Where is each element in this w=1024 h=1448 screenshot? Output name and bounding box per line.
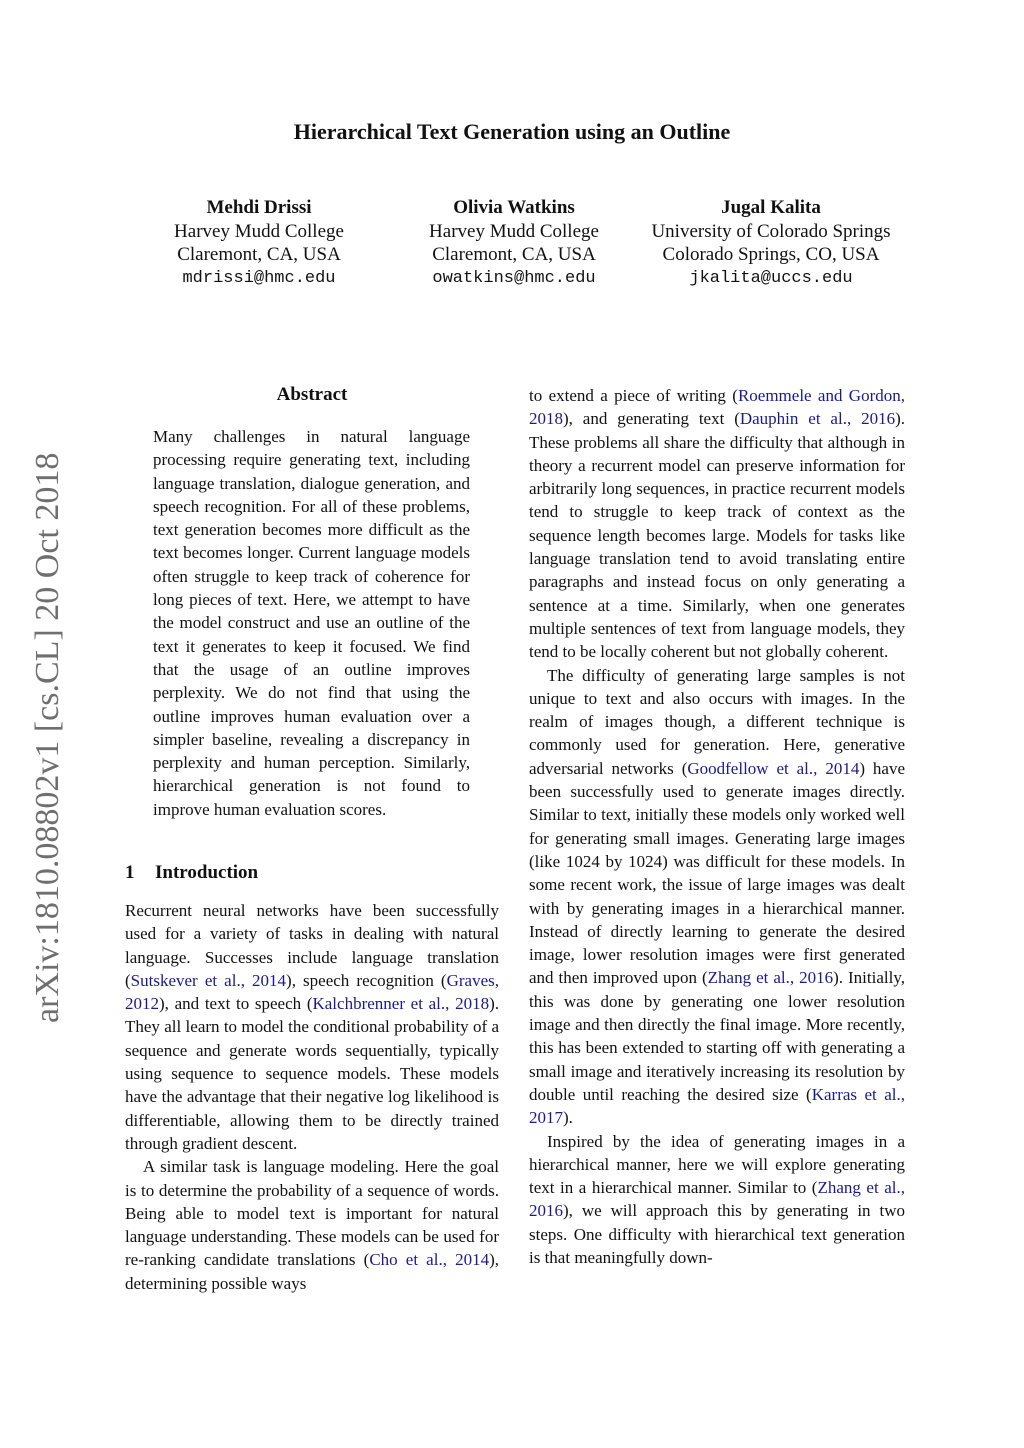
section-number: 1 [125,862,135,883]
author-affiliation: Harvey Mudd College [429,220,599,242]
abstract-text: Many challenges in natural language processing require generating text, including language translation, dialogue generation, and speech recognition. For all of these problems, text generation becomes more difficult as the text becomes longer. Current language models often struggle to keep track of coherence for long pieces of text. Here, we attempt to have the model construct and use an outline of the text it generates to keep it focused. We find that the usage of an outline improves perplexity. We do not find that using the outline improves human evaluation over a simpler baseline, revealing a discrepancy in perplexity and human perception. Similarly, hierarchical generation is not found to improve human evaluation scores. [153,427,470,819]
author-email[interactable]: owatkins@hmc.edu [432,268,596,288]
paragraph: Inspired by the idea of generating images in a hierarchical manner, here we will explore generating text in a hierarchical manner. Similar to (Zhang et al., 2016), we will approach this by generating in two steps. One difficulty with hierarchical text generation is that meaningfully down- [529,1131,905,1267]
arxiv-identifier: arXiv:1810.08802v1 [cs.CL] 20 Oct 2018 [29,452,66,1023]
paragraph: A similar task is language modeling. Here the goal is to determine the probability of a sequence of words. Being able to model text is important for natural language understanding. These models can be used for re-ranking candidate translations (Cho et al., 2014), determining possible ways [125,1157,499,1293]
citation-link[interactable]: Dauphin et al., 2016 [739,409,896,429]
paper-title: Hierarchical Text Generation using an Outline [293,119,731,144]
author-email[interactable]: jkalita@uccs.edu [689,268,853,288]
citation-link[interactable]: Zhang et al., 2016 [529,1178,905,1221]
section-title: Introduction [155,862,259,883]
abstract-heading: Abstract [276,384,348,405]
citation-link[interactable]: Zhang et al., 2016 [707,968,834,988]
citation-link[interactable]: Cho et al., 2014 [369,1250,490,1270]
section-heading [125,861,258,885]
author-location: Claremont, CA, USA [432,244,596,265]
left-column [125,899,499,1295]
citation-link[interactable]: Roemmele and Gordon, 2018 [529,386,905,429]
citation-link[interactable]: Sutskever et al., 2014 [130,970,287,990]
author-name: Mehdi Drissi [206,197,312,218]
author-affiliation: Harvey Mudd College [174,220,344,242]
author-affiliation: University of Colorado Springs [651,220,891,242]
author-name: Olivia Watkins [453,197,575,218]
author-block [630,196,912,290]
author-block [152,196,366,290]
author-location: Claremont, CA, USA [177,244,341,265]
paragraph: Recurrent neural networks have been successfully used for a variety of tasks in dealing with natural language. Successes include language translation (Sutskever et al., 2014), speech recognition (Graves, 2012), and text to speech (Kalchbrenner et al., 2018). They all learn to model the conditional probability of a sequence and generate words sequentially, typically using sequence to sequence models. These models have the advantage that their negative log likelihood is differentiable, allowing them to be directly trained through gradient descent. [125,901,499,1153]
paragraph: The difficulty of generating large samples is not unique to text and also occurs with images. In the realm of images though, a different technique is commonly used for generation. Here, generative adversarial networks (Goodfellow et al., 2014) have been successfully used to generate images directly. Similar to text, initially these models only worked well for generating small images. Generating large images (like 1024 by 1024) was difficult for these models. In some recent work, the issue of large images was dealt with by generating images in a hierarchical manner. Instead of directly learning to generate the desired image, lower resolution images were first generated and then improved upon (Zhang et al., 2016). Initially, this was done by generating one lower resolution image and then directly the final image. More recently, this has been extended to starting off with generating a small image and iteratively increasing its resolution by double until reaching the desired size (Karras et al., 2017). [529,665,905,1128]
right-column [529,384,905,1269]
author-email[interactable]: mdrissi@hmc.edu [182,268,336,288]
author-block [404,196,624,290]
citation-link[interactable]: Kalchbrenner et al., 2018 [312,994,490,1014]
author-name: Jugal Kalita [721,197,821,218]
author-location: Colorado Springs, CO, USA [662,244,880,265]
citation-link[interactable]: Graves, 2012 [125,970,499,1014]
paragraph: to extend a piece of writing (Roemmele and Gordon, 2018), and generating text (Dauphin et al., 2016). These problems all share the difficulty that although in theory a recurrent model can preserve information for arbitrarily long sequences, in practice recurrent models tend to struggle to keep track of context as the sequence length becomes large. Models for tasks like language translation tend to avoid translating entire paragraphs and instead focus on only generating a sentence at a time. Similarly, when one generates multiple sentences of text from language models, they tend to be locally coherent but not globally coherent. [529,386,905,662]
citation-link[interactable]: Goodfellow et al., 2014 [687,758,860,778]
citation-link[interactable]: Karras et al., 2017 [529,1084,905,1128]
